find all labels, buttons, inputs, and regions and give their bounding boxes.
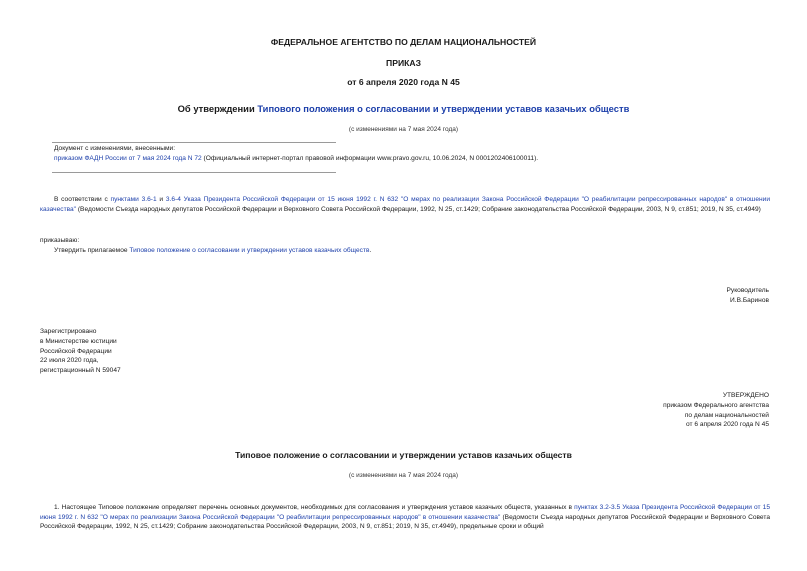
approval-line: по делам национальностей [684, 411, 769, 419]
approval-line: УТВЕРЖДЕНО [722, 392, 769, 399]
preamble-paragraph [40, 195, 770, 214]
order-paragraph [40, 246, 770, 256]
approval-block [663, 391, 769, 430]
preamble-text-3: (Ведомости Съезда народных депутатов Российской Федерации и Верховного Совета Российской Федерации, 1992, N 25, ст.1429; Собрание законодательства Российской Федерации, 2003, N 9, ст.851; 2019, N 35, ст.4949) [76, 205, 761, 213]
preamble-text-1: В соответствии с [54, 196, 111, 203]
registration-line: в Министерстве юстиции [40, 337, 117, 345]
changes-box-entry [54, 155, 538, 162]
doc-type: ПРИКАЗ [386, 58, 421, 68]
registration-line: Российской Федерации [40, 347, 112, 355]
approval-line: от 6 апреля 2020 года N 45 [685, 421, 769, 429]
doc-title-link[interactable]: Типового положения о согласовании и утверждении уставов казачьих обществ [257, 103, 630, 114]
registration-line: 22 июля 2020 года, [40, 357, 99, 365]
order-word: приказываю: [40, 237, 80, 244]
registration-line: регистрационный N 59047 [40, 367, 121, 375]
changes-note: (с изменениями на 7 мая 2024 года) [348, 126, 459, 133]
section-p1-text-2: (Ведомости Съезда народных депутатов Российской Федерации и Верховного Совета Российской Федерации, 1992, N 25, ст.1429; Собрание законодательства Российской Федерации, 2003, N 9, ст.851; 2019, N 35, ст.4949), предельные сроки и общий [40, 513, 770, 531]
section-title: Типовое положение о согласовании и утверждении уставов казачьих обществ [235, 450, 572, 460]
order-text-2: . [369, 247, 372, 254]
preamble-link-points[interactable]: пунктами 3.6-1 [110, 196, 157, 203]
amending-order-source: (Официальный интернет-портал правовой информации www.pravo.gov.ru, 10.06.2024, N 0001202406100011). [201, 155, 539, 162]
approval-line: приказом Федерального агентства [663, 401, 769, 409]
order-text-1: Утвердить прилагаемое [54, 247, 130, 254]
section-p1-link-decree[interactable]: пунктах 3.2-3.5 Указа Президента Российской Федерации от 15 июня 1992 г. N 632 "О мерах по реализации Закона Российской Федерации "О реабилитации репрессированных народов" в отношении казачества" [40, 504, 770, 521]
doc-title [0, 103, 807, 114]
changes-box-bottom-rule [52, 172, 336, 173]
section-changes-note: (с изменениями на 7 мая 2024 года) [348, 472, 459, 479]
agency-name: ФЕДЕРАЛЬНОЕ АГЕНТСТВО ПО ДЕЛАМ НАЦИОНАЛЬНОСТЕЙ [270, 37, 537, 47]
changes-box-top-rule [52, 142, 336, 143]
registration-line: Зарегистрировано [40, 328, 97, 335]
changes-box-heading: Документ с изменениями, внесенными: [54, 145, 176, 152]
doc-title-prefix: Об утверждении [177, 103, 258, 114]
preamble-text-2: и [156, 196, 166, 203]
signature-role: Руководитель [726, 287, 769, 294]
signature-block [727, 286, 769, 306]
section-p1-text-1: 1. Настоящее Типовое положение определяет перечень основных документов, необходимых для согласования и утверждения уставов казачьих обществ, указанных в [54, 504, 575, 511]
order-link-regulation[interactable]: Типовое положение о согласовании и утверждении уставов казачьих обществ [129, 247, 370, 254]
amending-order-link[interactable]: приказом ФАДН России от 7 мая 2024 года N 72 [54, 155, 202, 162]
preamble-link-decree[interactable]: 3.6-4 Указа Президента Российской Федерации от 15 июня 1992 г. N 632 "О мерах по реализации Закона Российской Федерации "О реабилитации репрессированных народов" в отношении казачества" [40, 196, 770, 213]
doc-date-number: от 6 апреля 2020 года N 45 [347, 77, 460, 87]
registration-block [40, 327, 121, 376]
section-paragraph-1 [40, 503, 770, 532]
signature-name: И.В.Баринов [730, 296, 769, 304]
